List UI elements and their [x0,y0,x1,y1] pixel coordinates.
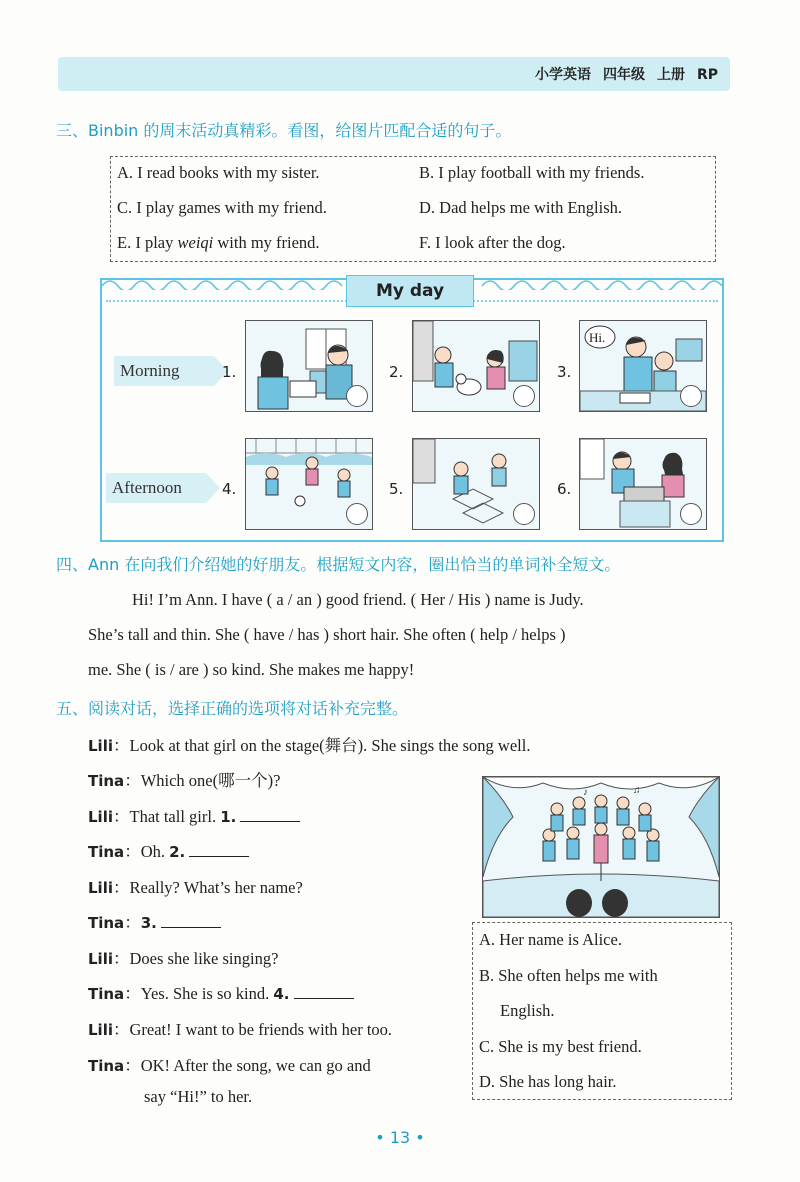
dialogue-line-9 [88,1016,392,1040]
choice-a: A. Her name is Alice. [479,930,622,949]
option-e-suffix: with my friend. [213,233,320,252]
picture-english [579,320,707,412]
picture-weiqi [579,438,707,530]
svg-text:♪: ♪ [583,787,588,798]
choice-d: D. She has long hair. [479,1072,617,1091]
answer-blank-1[interactable] [240,807,300,822]
dialogue-text: ：That tall girl. [112,807,221,826]
picture-number-4: 4. [222,480,237,498]
my-day-title: My day [346,275,474,307]
passage-line-2: She’s tall and thin. She ( have / has ) short hair. She often ( help / helps ) [88,625,566,644]
speaker: Tina [88,985,125,1003]
dialogue-line-4 [88,838,249,862]
dialogue-line-10 [88,1052,371,1076]
dialogue-text: ：Oh. [124,842,170,861]
choices-box [472,922,732,1100]
speaker: Tina [88,843,125,861]
picture-number-6: 6. [557,480,572,498]
svg-text:♫: ♫ [633,785,641,796]
option-e-prefix: E. I play [117,233,178,252]
option-e [117,233,320,253]
row-label-afternoon: Afternoon [106,473,206,503]
section4-title: 四、Ann 在向我们介绍她的好朋友。根据短文内容，圈出恰当的单词补全短文。 [56,555,621,574]
section5-title: 五、阅读对话，选择正确的选项将对话补充完整。 [56,699,409,718]
dialogue-text: ：OK! After the song, we can go and [124,1056,371,1075]
header-subject: 小学英语 [534,67,591,83]
speaker: Tina [88,1057,125,1075]
picture-number-2: 2. [389,363,404,381]
my-day-panel [100,278,724,542]
blank-number-1: 1. [220,808,237,826]
dialogue-text: ：Look at that girl on the stage(舞台). She sings the song well. [112,736,531,755]
dialogue-line-6 [88,909,221,933]
passage-line-3: me. She ( is / are ) so kind. She makes me happy! [88,660,415,679]
dialogue-text: ： [124,913,141,932]
dialogue-text: ：Which one(哪一个)? [124,771,281,790]
picture-number-5: 5. [389,480,404,498]
choice-b: B. She often helps me with [479,966,658,985]
speaker: Lili [88,1021,113,1039]
option-c: C. I play games with my friend. [117,198,327,217]
picture-reading [245,320,373,412]
dialogue-line-1 [88,732,530,756]
blank-number-3: 3. [140,914,157,932]
option-a: A. I read books with my sister. [117,163,320,182]
answer-blank-3[interactable] [161,913,221,928]
header-volume: 上册 [656,67,685,83]
row-label-morning: Morning [114,356,214,386]
page-number: • 13 • [375,1128,425,1147]
header-text [523,64,718,84]
dialogue-line-8 [88,980,354,1004]
dialogue-text: ：Really? What’s her name? [112,878,303,897]
speaker: Tina [88,914,125,932]
header-grade: 四年级 [602,67,645,83]
speaker: Lili [88,950,113,968]
blank-number-2: 2. [169,843,186,861]
answer-circle-4[interactable] [346,503,368,525]
option-f: F. I look after the dog. [419,233,566,252]
choice-c: C. She is my best friend. [479,1037,642,1056]
answer-circle-6[interactable] [680,503,702,525]
blank-number-4: 4. [273,985,290,1003]
section3-title: 三、Binbin 的周末活动真精彩。看图，给图片匹配合适的句子。 [56,121,512,140]
speaker: Tina [88,772,125,790]
option-e-italic: weiqi [177,233,214,252]
speech-bubble-text: Hi. [589,330,606,345]
dialogue-text: ：Great! I want to be friends with her too. [112,1020,393,1039]
picture-dog [412,320,540,412]
answer-blank-2[interactable] [189,842,249,857]
speaker: Lili [88,737,113,755]
speaker: Lili [88,879,113,897]
stage-picture [482,776,720,918]
picture-games [412,438,540,530]
options-box [110,156,716,262]
dialogue-line-3 [88,803,300,827]
speaker: Lili [88,808,113,826]
option-b: B. I play football with my friends. [419,163,645,182]
dialogue-line-7 [88,945,278,969]
dialogue-line-2 [88,767,280,791]
answer-blank-4[interactable] [294,984,354,999]
header-edition: RP [696,67,718,83]
choice-b-continued: English. [500,1001,555,1020]
answer-circle-1[interactable] [346,385,368,407]
picture-number-3: 3. [557,363,572,381]
picture-number-1: 1. [222,363,237,381]
answer-circle-5[interactable] [513,503,535,525]
header-bar [58,57,730,91]
dialogue-text: ：Yes. She is so kind. [124,984,274,1003]
dialogue-line-11: say “Hi!” to her. [144,1087,253,1106]
picture-football [245,438,373,530]
dialogue-text: ：Does she like singing? [112,949,279,968]
passage-line-1: Hi! I’m Ann. I have ( a / an ) good friend. ( Her / His ) name is Judy. [132,590,584,609]
answer-circle-2[interactable] [513,385,535,407]
dialogue-line-5 [88,874,303,898]
option-d: D. Dad helps me with English. [419,198,623,217]
answer-circle-3[interactable] [680,385,702,407]
